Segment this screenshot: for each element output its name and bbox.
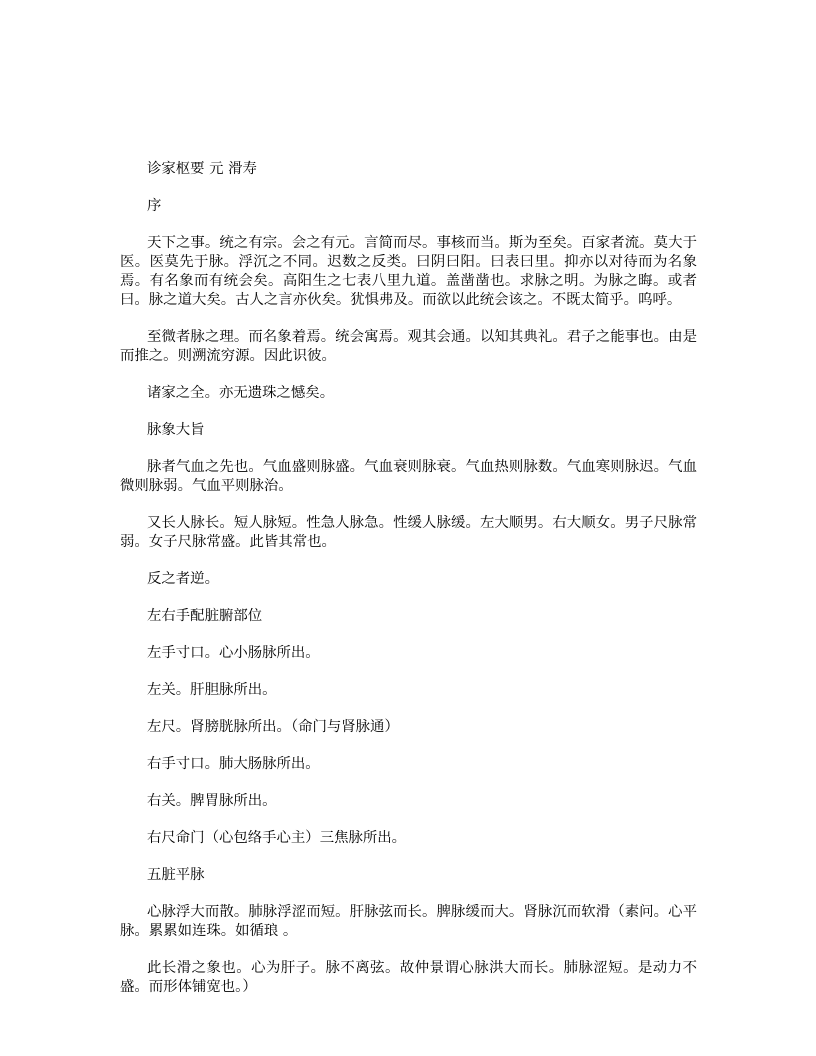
paragraph: 此长滑之象也。心为肝子。脉不离弦。故仲景谓心脉洪大而长。肺脉涩短。是动力不盛。而形体铺宽也。）: [120, 960, 697, 995]
section-heading: 五脏平脉: [147, 867, 205, 883]
paragraph: 左关。肝胆脉所出。: [147, 682, 277, 698]
document-title: 诊家枢要 元 滑寿: [147, 161, 257, 177]
paragraph: 天下之事。统之有宗。会之有元。言简而尽。事核而当。斯为至矣。百家者流。莫大于医。医莫先于脉。浮沉之不同。迟数之反类。曰阴曰阳。曰表曰里。抑亦以对待而为名象焉。有名象而有统会矣。高阳生之七表八里九道。盖凿凿也。求脉之明。为脉之晦。或者曰。脉之道大矣。古人之言亦伙矣。犹惧弗及。而欲以此统会该之。不既太简乎。呜呼。: [120, 235, 697, 308]
paragraph: 左尺。肾膀胱脉所出。（命门与肾脉通）: [147, 719, 399, 735]
section-heading-preface: 序: [147, 198, 162, 214]
section-heading: 左右手配脏腑部位: [147, 608, 263, 624]
paragraph: 右尺命门（心包络手心主）三焦脉所出。: [147, 830, 407, 846]
paragraph: 又长人脉长。短人脉短。性急人脉急。性缓人脉缓。左大顺男。右大顺女。男子尺脉常弱。女子尺脉常盛。此皆其常也。: [120, 515, 697, 550]
paragraph: 脉者气血之先也。气血盛则脉盛。气血衰则脉衰。气血热则脉数。气血寒则脉迟。气血微则脉弱。气血平则脉治。: [120, 459, 697, 494]
document-page: [120, 160, 697, 1015]
paragraph: 诸家之全。亦无遗珠之憾矣。: [147, 385, 335, 401]
paragraph: 右关。脾胃脉所出。: [147, 793, 277, 809]
paragraph: 右手寸口。肺大肠脉所出。: [147, 756, 320, 772]
paragraph: 左手寸口。心小肠脉所出。: [147, 645, 320, 661]
section-heading: 脉象大旨: [147, 422, 205, 438]
paragraph: 心脉浮大而散。肺脉浮涩而短。肝脉弦而长。脾脉缓而大。肾脉沉而软滑（素问。心平脉。累累如连珠。如循琅 。: [120, 904, 697, 939]
paragraph: 反之者逆。: [147, 571, 219, 587]
paragraph: 至微者脉之理。而名象着焉。统会寓焉。观其会通。以知其典礼。君子之能事也。由是而推之。则溯流穷源。因此识彼。: [120, 329, 697, 364]
